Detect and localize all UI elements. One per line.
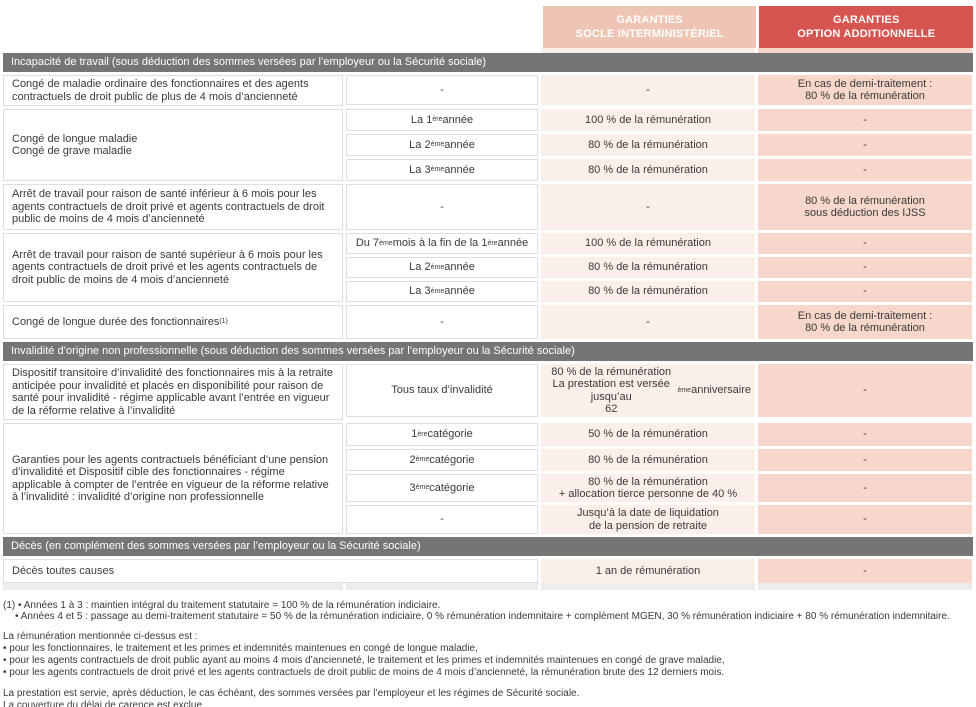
socle-value-cell: 1 an de rémunération — [541, 559, 755, 583]
section-bar-incapacite: Incapacité de travail (sous déduction des sommes versées par l’employeur ou la Sécurité sociale) — [3, 53, 973, 72]
column-header-option-line2: OPTION ADDITIONNELLE — [797, 28, 936, 40]
sub-period-cell: 2 ème catégorie — [346, 449, 538, 471]
column-header-socle-line2: SOCLE INTERMINISTÉRIEL — [575, 28, 724, 40]
section-bar-deces: Décès (en complément des sommes versées par l’employeur ou la Sécurité sociale) — [3, 537, 973, 556]
socle-value-cell: 80 % de la rémunération — [541, 281, 755, 302]
row-label: Congé de maladie ordinaire des fonctionnaires et des agents contractuels de droit public de plus de 4 mois d’ancienneté — [3, 75, 343, 106]
option-value-cell: - — [758, 559, 972, 583]
option-value-cell: - — [758, 159, 972, 181]
row-group-conge-longue-duree — [3, 305, 973, 339]
option-value-cell: 80 % de la rémunération sous déduction des IJSS — [758, 184, 972, 230]
sub-period-cell: La 1 ère année — [346, 109, 538, 131]
row-group-deces-toutes-causes — [3, 559, 973, 583]
row-label: Décès toutes causes — [3, 559, 538, 583]
socle-value-cell: - — [541, 75, 755, 105]
footnotes — [3, 600, 974, 707]
sub-period-cell: - — [346, 184, 538, 230]
sub-period-cell: - — [346, 505, 538, 534]
column-header-socle — [543, 6, 757, 48]
column-header-socle-line1: GARANTIES — [616, 14, 683, 26]
socle-value-cell: 50 % de la rémunération — [541, 423, 755, 446]
row-label: Arrêt de travail pour raison de santé inférieur à 6 mois pour les agents contractuels de droit privé et agents contractuels de droit public de moins de 4 mois d’ancienneté — [3, 184, 343, 230]
sub-period-cell: La 3 ème année — [346, 159, 538, 181]
header-spacer — [3, 6, 540, 48]
sub-period-cell: La 3 ème année — [346, 281, 538, 302]
sub-period-cell: 3 ème catégorie — [346, 474, 538, 502]
sub-period-cell: Tous taux d’invalidité — [346, 364, 538, 417]
option-value-cell: En cas de demi-traitement : 80 % de la rémunération — [758, 305, 972, 339]
footnote-remuneration-bullet-1: • pour les fonctionnaires, le traitement et les primes et indemnités maintenues en congé de longue maladie, — [3, 643, 478, 654]
column-header-option-line1: GARANTIES — [832, 14, 900, 26]
row-label: Congé de longue durée des fonctionnaires (1) — [3, 305, 343, 339]
option-value-cell: - — [758, 423, 972, 446]
socle-value-cell: - — [541, 184, 755, 230]
option-value-cell: - — [758, 257, 972, 278]
socle-value-cell: 80 % de la rémunération — [541, 257, 755, 278]
row-group-conge-longue-maladie — [3, 109, 973, 181]
row-group-dispositif-transitoire — [3, 364, 973, 420]
row-label: Garanties pour les agents contractuels bénéficiant d’une pension d’invalidité et Dispositif cible des fonctionnaires - régime applicable à compter de l’entrée en vigueur de la réforme relative à l’invalidité : invalidité d’origine non professionnelle — [3, 423, 343, 534]
footnote-remuneration — [3, 631, 974, 679]
sub-period-cell: - — [346, 305, 538, 339]
option-value-cell: - — [758, 134, 972, 156]
option-value-cell: - — [758, 474, 972, 502]
table-bottom-strip — [3, 583, 973, 590]
footnote-1-line-1: (1) • Années 1 à 3 : maintien intégral du traitement statutaire = 100 % de la rémunération indiciaire. — [3, 600, 441, 611]
option-value-cell: - — [758, 449, 972, 471]
footnote-remuneration-intro: La rémunération mentionnée ci-dessus est : — [3, 631, 198, 642]
footnote-1-line-2: • Années 4 et 5 : passage au demi-traitement statutaire = 50 % de la rémunération indiciaire, 0 % rémunération indemnitaire + complément MGEN, 30 % rémunération indiciaire + 80 % rémunération indemnitaire. — [15, 611, 950, 622]
footnote-prestation-line: La prestation est servie, après déduction, le cas échéant, des sommes versées par l’employeur et les régimes de Sécurité sociale. — [3, 688, 580, 699]
option-value-cell: - — [758, 233, 972, 254]
socle-value-cell: Jusqu’à la date de liquidation de la pension de retraite — [541, 505, 755, 534]
sub-period-cell: 1 ère catégorie — [346, 423, 538, 446]
row-group-arret-superieur-6-mois — [3, 233, 973, 302]
row-group-conge-maladie-ordinaire — [3, 75, 973, 106]
option-value-cell: En cas de demi-traitement : 80 % de la rémunération — [758, 75, 972, 105]
footnote-remuneration-bullet-3: • pour les agents contractuels de droit privé et les agents contractuels de droit public de moins de 4 mois d’ancienneté, la rémunération brute des 12 derniers mois. — [3, 667, 725, 678]
socle-value-cell: 80 % de la rémunération + allocation tierce personne de 40 % — [541, 474, 755, 502]
sub-period-cell: - — [346, 75, 538, 105]
sub-period-cell: Du 7 ème mois à la fin de la 1 ère année — [346, 233, 538, 254]
option-value-cell: - — [758, 109, 972, 131]
socle-value-cell: 100 % de la rémunération — [541, 109, 755, 131]
row-group-arret-inferieur-6-mois — [3, 184, 973, 230]
footnote-prestation — [3, 688, 974, 707]
socle-value-cell: 80 % de la rémunération — [541, 159, 755, 181]
row-label: Dispositif transitoire d’invalidité des fonctionnaires mis à la retraite anticipée pour invalidité et placés en disponibilité pour raison de santé pour invalidité - régime applicable avant l’entrée en vigueur de la réforme relative à l’invalidité — [3, 364, 343, 420]
option-value-cell: - — [758, 505, 972, 534]
footnote-1 — [3, 600, 974, 622]
footnote-carence-line: La couverture du délai de carence est exclue. — [3, 700, 205, 707]
sub-period-cell: La 2 ème année — [346, 134, 538, 156]
sub-period-cell: La 2 ème année — [346, 257, 538, 278]
socle-value-cell: 100 % de la rémunération — [541, 233, 755, 254]
guarantees-table — [3, 6, 973, 590]
option-value-cell: - — [758, 364, 972, 417]
section-bar-invalidite: Invalidité d’origine non professionnelle (sous déduction des sommes versées par l’employeur ou la Sécurité sociale) — [3, 342, 973, 361]
socle-value-cell: 80 % de la rémunération — [541, 449, 755, 471]
socle-value-cell: 80 % de la rémunération — [541, 134, 755, 156]
row-label: Congé de longue maladie Congé de grave maladie — [3, 109, 343, 181]
column-header-row — [3, 6, 973, 48]
row-label: Arrêt de travail pour raison de santé supérieur à 6 mois pour les agents contractuels de droit privé et les agents contractuels de droit public de moins de 4 mois d’ancienneté — [3, 233, 343, 302]
socle-value-cell: 80 % de la rémunération La prestation est versée jusqu’au 62 ème anniversaire — [541, 364, 755, 417]
socle-value-cell: - — [541, 305, 755, 339]
footnote-remuneration-bullet-2: • pour les agents contractuels de droit public ayant au moins 4 mois d’ancienneté, le traitement et les primes et indemnités maintenues en congé de grave maladie, — [3, 655, 725, 666]
column-header-option — [759, 6, 973, 48]
row-group-garanties-agents-contractuels — [3, 423, 973, 534]
option-value-cell: - — [758, 281, 972, 302]
